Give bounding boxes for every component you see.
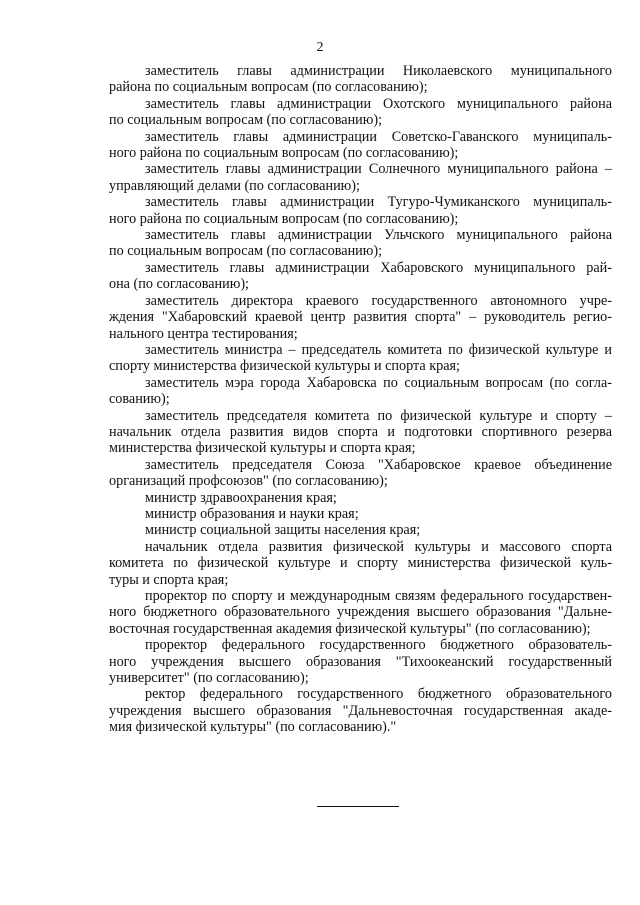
- list-item-line: ного бюджетного образовательного учреждения высшего образования "Дальне-: [109, 604, 612, 621]
- list-item: [109, 686, 612, 735]
- list-item-line: спорту министерства физической культуры и спорта края;: [109, 358, 460, 375]
- list-item-line: проректор федерального государственного бюджетного образователь-: [145, 637, 612, 654]
- list-item-line: заместитель министра – председатель комитета по физической культуре и: [145, 341, 612, 358]
- list-item: [109, 63, 612, 96]
- list-item-line: министр образования и науки края;: [145, 505, 359, 522]
- list-item: [109, 129, 612, 162]
- list-item: [109, 96, 612, 129]
- list-item-line: начальник отдела развития физической культуры и массового спорта: [145, 538, 612, 555]
- list-item-line: ждения "Хабаровский краевой центр развития спорта" – руководитель регио-: [109, 309, 612, 326]
- list-item-line: заместитель главы администрации Тугуро-Чумиканского муниципаль-: [145, 194, 612, 211]
- list-item-line: министр социальной защиты населения края;: [145, 522, 421, 539]
- list-item-line: она (по согласованию);: [109, 276, 250, 293]
- list-item-line: восточная государственная академия физической культуры" (по согласованию);: [109, 620, 591, 637]
- page-number: 2: [316, 40, 324, 55]
- list-item: [109, 375, 612, 408]
- list-item: [109, 506, 612, 522]
- list-item-line: заместитель главы администрации Охотского муниципального района: [145, 95, 612, 112]
- list-item-line: заместитель главы администрации Солнечного муниципального района –: [145, 161, 612, 178]
- list-item-line: ного района по социальным вопросам (по согласованию);: [109, 145, 459, 162]
- list-item-line: заместитель председателя комитета по физической культуре и спорту –: [145, 407, 612, 424]
- list-item-line: министерства физической культуры и спорта края;: [109, 440, 416, 457]
- list-item: [109, 408, 612, 457]
- list-item-line: управляющий делами (по согласованию);: [109, 177, 360, 194]
- list-item-line: заместитель директора краевого государственного автономного учре-: [145, 292, 612, 309]
- list-item-line: учреждения высшего образования "Дальневосточная государственная акаде-: [109, 702, 612, 719]
- list-item-line: заместитель главы администрации Ульчского муниципального района: [145, 227, 612, 244]
- list-item-line: туры и спорта края;: [109, 571, 229, 588]
- list-item-line: министр здравоохранения края;: [145, 489, 337, 506]
- list-item-line: по социальным вопросам (по согласованию);: [109, 243, 383, 260]
- list-item-line: сованию);: [109, 391, 170, 408]
- list-item: [109, 293, 612, 342]
- list-item: [109, 227, 612, 260]
- list-item-line: проректор по спорту и международным связям федерального государствен-: [145, 588, 612, 604]
- list-item-line: по социальным вопросам (по согласованию);: [109, 112, 383, 129]
- list-item-line: организаций профсоюзов" (по согласованию);: [109, 473, 388, 490]
- list-item: [109, 194, 612, 227]
- list-item-line: заместитель главы администрации Советско-Гаванского муниципаль-: [145, 128, 612, 145]
- list-item: [109, 260, 612, 293]
- list-item: [109, 522, 612, 538]
- list-item-line: ного учреждения высшего образования "Тихоокеанский государственный: [109, 653, 612, 670]
- list-item-line: университет" (по согласованию);: [109, 670, 309, 687]
- list-item: [109, 588, 612, 637]
- list-item-line: района по социальным вопросам (по согласованию);: [109, 79, 428, 96]
- list-item-line: заместитель мэра города Хабаровска по социальным вопросам (по согла-: [145, 374, 612, 391]
- closing-separator-line: [317, 806, 399, 807]
- list-item: [109, 539, 612, 588]
- list-item-line: мия физической культуры" (по согласованию).": [109, 719, 397, 736]
- list-item-line: заместитель главы администрации Хабаровского муниципального рай-: [145, 259, 612, 276]
- list-item: [109, 161, 612, 194]
- list-item: [109, 457, 612, 490]
- list-item: [109, 342, 612, 375]
- list-item-line: заместитель председателя Союза "Хабаровское краевое объединение: [145, 456, 612, 473]
- list-item: [109, 637, 612, 686]
- list-item-line: ного района по социальным вопросам (по согласованию);: [109, 210, 459, 227]
- list-item-line: комитета по физической культуре и спорту министерства физической куль-: [109, 555, 612, 572]
- list-item-line: заместитель главы администрации Николаевского муниципального: [145, 63, 612, 79]
- list-item: [109, 490, 612, 506]
- list-item-line: нального центра тестирования;: [109, 325, 298, 342]
- list-item-line: начальник отдела развития видов спорта и подготовки спортивного резерва: [109, 423, 612, 440]
- list-item-line: ректор федерального государственного бюджетного образовательного: [145, 686, 612, 703]
- member-list: [109, 63, 612, 736]
